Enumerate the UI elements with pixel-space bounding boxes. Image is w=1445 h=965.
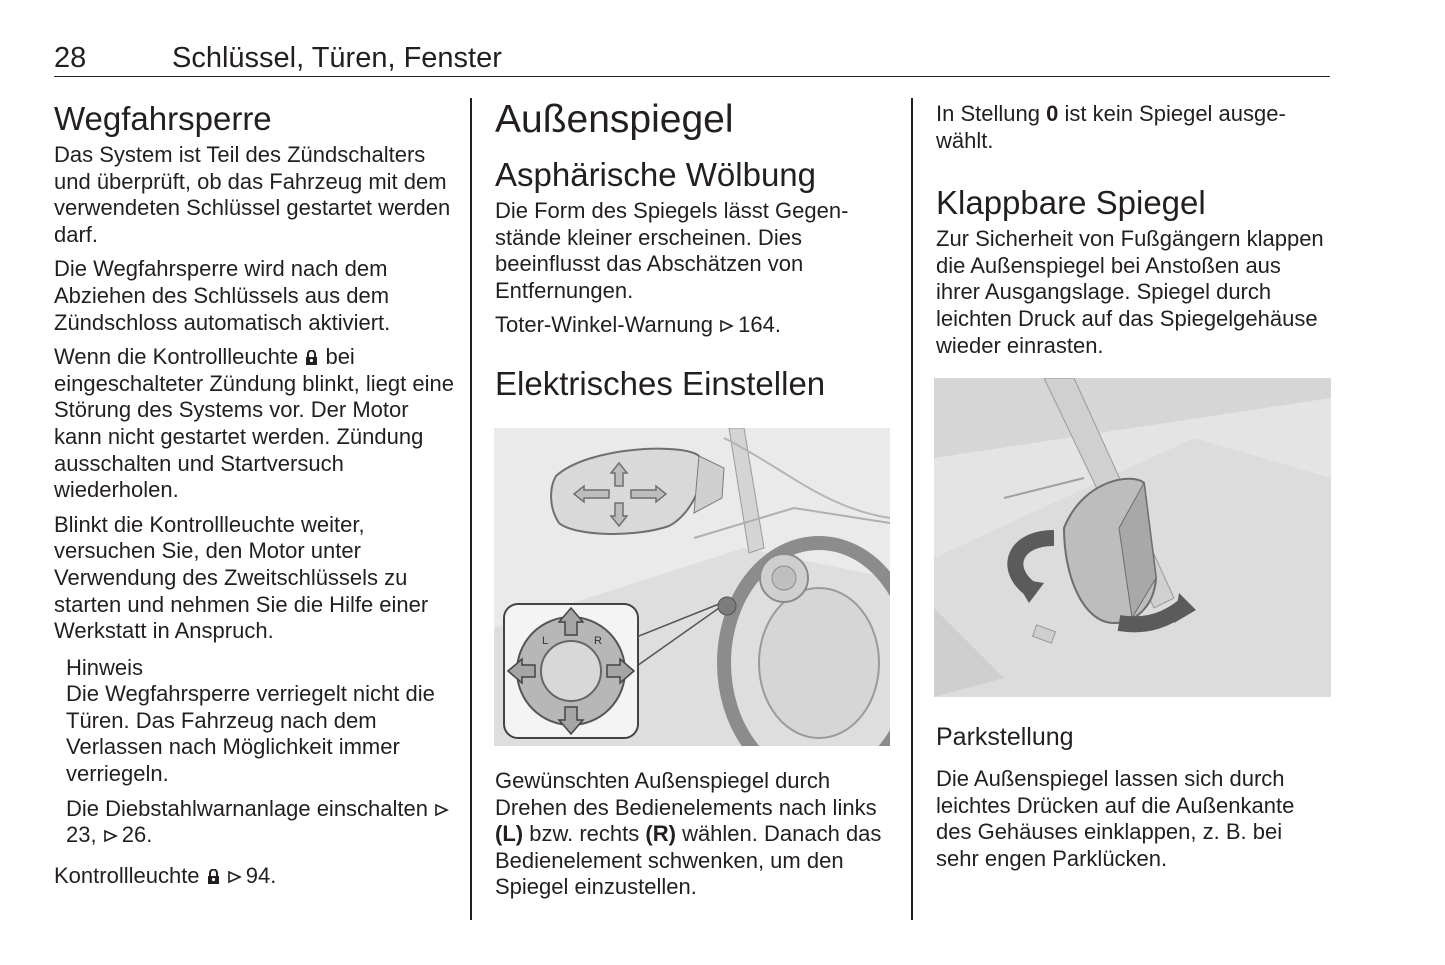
paragraph — [66, 796, 454, 849]
text: bei eingeschalteter Zündung blinkt, liegt eine Störung des Systems vor. Der Motor kann nicht gestartet werden. Zündung ausschalten und Startversuch wiederholen. — [54, 344, 454, 503]
text: Die Diebstahlwarnanlage einschalten — [66, 795, 429, 821]
text: 0 — [1046, 101, 1059, 126]
text: Wenn die Kontrollleuchte — [54, 344, 299, 370]
page-reference[interactable]: 164. — [738, 312, 781, 338]
reference-arrow-icon — [103, 829, 118, 843]
subsection-title: Elektrisches Einstellen — [495, 364, 826, 402]
immobiliser-lamp-icon — [304, 350, 319, 366]
text: wählen. Danach das Bedienelement schwenken, um den Spiegel einzustellen. — [495, 821, 882, 900]
page-number: 28 — [54, 42, 87, 74]
column-mirrors-text — [495, 768, 890, 901]
section-title-aussenspiegel: Außenspiegel — [495, 98, 734, 141]
subsection-title: Asphärische Wölbung — [495, 156, 817, 193]
column-mirrors — [495, 98, 890, 403]
paragraph — [495, 768, 890, 901]
text: bzw. rechts — [529, 821, 640, 847]
paragraph — [936, 101, 1331, 154]
paragraph: Das System ist Teil des Zündschalters und überprüft, ob das Fahrzeug mit dem verwendeten Schlüssel gestartet werden darf. — [54, 142, 451, 247]
paragraph: Die Wegfahrsperre wird nach dem Abziehen des Schlüssels aus dem Zündschloss automatisch aktiviert. — [54, 256, 391, 335]
paragraph: Blinkt die Kontrollleuchte weiter, versuchen Sie, den Motor unter Verwendung des Zweitschlüssels zu starten und nehmen Sie die Hilfe einer Werkstatt in Anspruch. — [54, 511, 429, 644]
text: ist kein Spiegel ausgewählt. — [936, 101, 1286, 153]
text: In Stellung — [936, 101, 1040, 126]
paragraph — [54, 863, 454, 890]
text: (R) — [645, 821, 676, 847]
paragraph — [495, 312, 890, 339]
folding-mirror-illustration — [934, 378, 1331, 697]
reference-arrow-icon — [227, 870, 242, 884]
page-header — [54, 40, 1330, 77]
text: Kontrollleuchte — [54, 862, 200, 888]
chapter-title: Schlüssel, Türen, Fenster — [172, 42, 502, 74]
note-title: Hinweis — [66, 654, 144, 680]
paragraph — [54, 344, 454, 504]
paragraph: Zur Sicherheit von Fußgängern klappen die Außenspiegel bei Anstoßen aus ihrer Ausgangslage. Spiegel durch leichten Druck auf das Spiegelgehäuse wieder einrasten. — [936, 226, 1324, 358]
text: (L) — [495, 821, 524, 847]
page-reference[interactable]: 23, — [66, 822, 97, 848]
mirror-adjust-illustration — [494, 428, 890, 746]
column-divider — [470, 98, 472, 920]
column-immobiliser — [54, 100, 454, 889]
column-folding — [936, 101, 1331, 359]
text: Toter-Winkel-Warnung — [495, 312, 714, 338]
page-reference[interactable]: 26. — [121, 822, 153, 848]
subsection-title: Klappbare Spiegel — [936, 184, 1206, 222]
text: Gewünschten Außenspiegel durch Drehen des Bedienelements nach links — [495, 768, 877, 820]
label-l: L — [542, 635, 549, 647]
reference-arrow-icon — [719, 319, 734, 333]
label-r: R — [594, 635, 602, 647]
paragraph: Die Wegfahrsperre verriegelt nicht die Türen. Das Fahrzeug nach dem Verlassen nach Möglichkeit immer verriegeln. — [66, 681, 435, 787]
column-divider — [911, 98, 913, 920]
section-title-wegfahrsperre: Wegfahrsperre — [54, 100, 272, 137]
immobiliser-lamp-icon — [206, 869, 221, 885]
paragraph: Die Form des Spiegels lässt Gegenstände kleiner erscheinen. Dies beeinflusst das Abschätzen von Entfernungen. — [495, 198, 849, 303]
column-parking — [936, 722, 1331, 872]
subsection-title: Parkstellung — [936, 723, 1074, 751]
page-reference[interactable]: 94. — [245, 862, 277, 888]
note-box — [54, 655, 454, 849]
reference-arrow-icon — [434, 803, 449, 817]
paragraph: Die Außenspiegel lassen sich durch leichtes Drücken auf die Außenkante des Gehäuses einklappen, z. B. bei sehr engen Parklücken. — [936, 766, 1295, 871]
